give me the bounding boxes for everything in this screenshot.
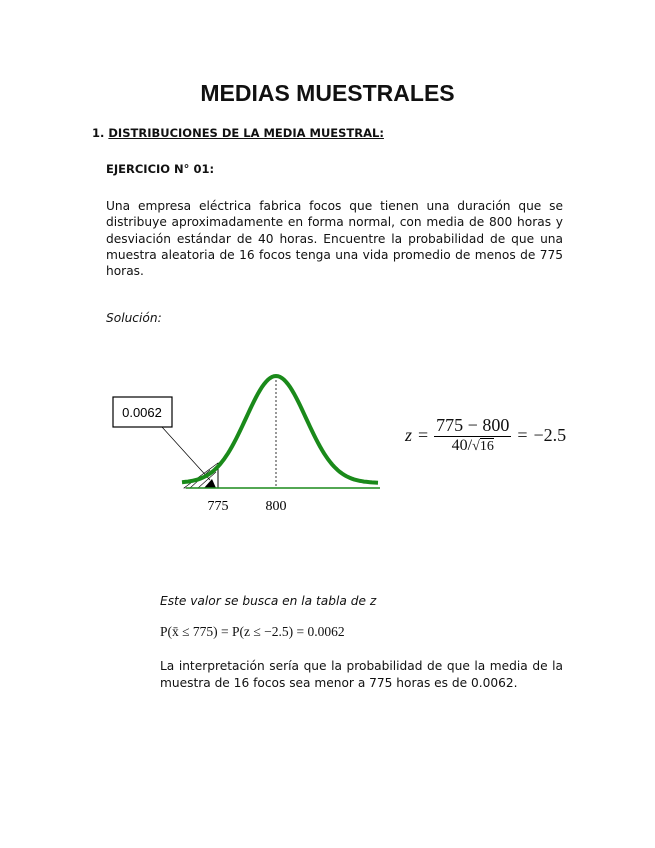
exercise-heading: EJERCICIO N° 01: xyxy=(106,162,215,176)
z-symbol: z xyxy=(405,424,413,445)
denominator-den: 16 xyxy=(479,439,494,454)
x-label-775: 775 xyxy=(207,499,229,514)
z-result: −2.5 xyxy=(533,424,567,445)
problem-text: Una empresa eléctrica fabrica focos que tienen una duración que se distribuye aproximadamente en forma normal, con media de 800 horas y desviación estándar de 40 horas. Encuentre la probabilidad de que una muestra aleatoria de 16 focos tenga una vida promedio de menos de 775 horas. xyxy=(106,199,563,279)
section-heading xyxy=(92,126,384,140)
pointer-line xyxy=(162,427,210,480)
tail-fill xyxy=(204,479,216,488)
equals-sign-2: = xyxy=(517,424,528,445)
section-number: 1. xyxy=(92,126,105,140)
solution-label: Solución: xyxy=(106,311,162,325)
area-label: 0.0062 xyxy=(122,405,162,420)
x-label-800: 800 xyxy=(265,499,287,514)
numerator: 775 − 800 xyxy=(436,415,510,435)
page-title: MEDIAS MUESTRALES xyxy=(200,80,455,106)
probability-formula: P(x̄ ≤ 775) = P(z ≤ −2.5) = 0.0062 xyxy=(160,624,345,639)
denominator-num: 40 xyxy=(451,437,468,454)
note-text: Este valor se busca en la tabla de z xyxy=(160,594,377,608)
z-formula: z = $\frac{775 - 800}{40/√16}$ = −2.5 xyxy=(405,415,567,454)
normal-curve xyxy=(182,376,378,483)
section-label: DISTRIBUCIONES DE LA MEDIA MUESTRAL: xyxy=(108,126,384,140)
normal-curve-figure xyxy=(100,360,400,520)
equals-sign: = xyxy=(418,424,429,445)
interpretation-text: La interpretación sería que la probabilidad de que la media de la muestra de 16 focos sea menor a 775 horas es de 0.0062. xyxy=(160,659,563,690)
